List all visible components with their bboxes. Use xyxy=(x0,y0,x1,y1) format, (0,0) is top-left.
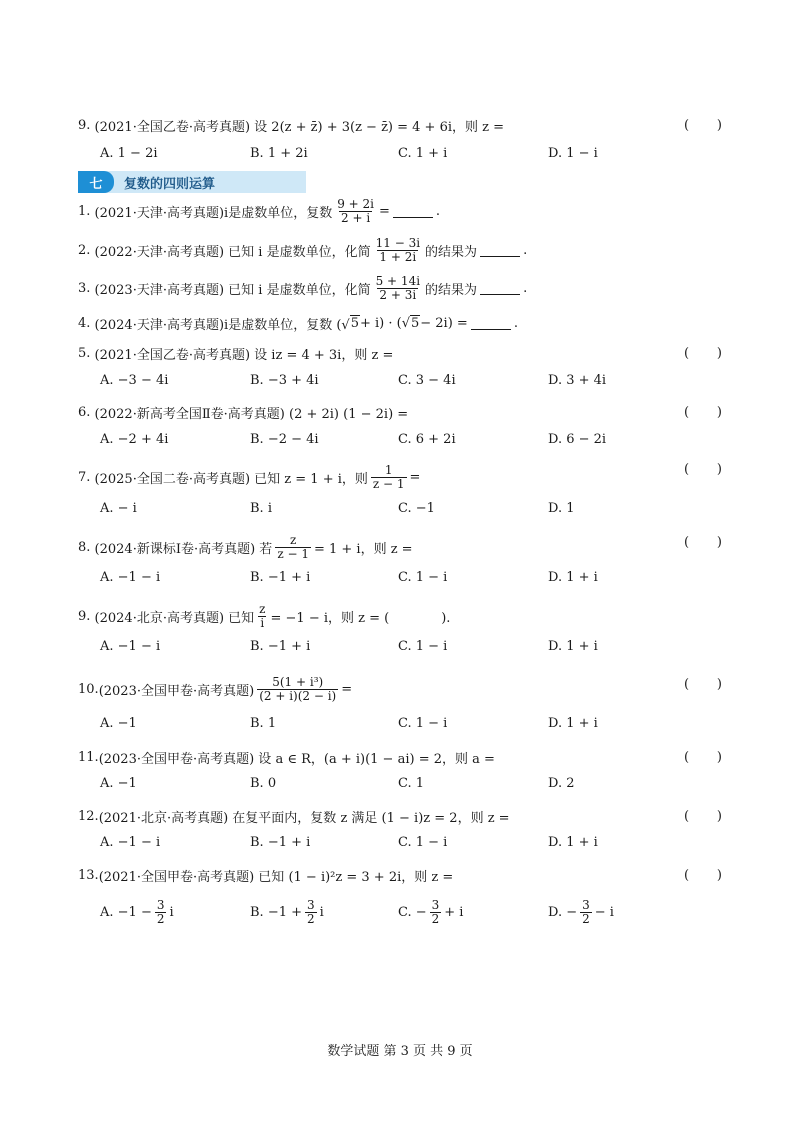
option-c[interactable]: C. −1 xyxy=(398,500,435,516)
option-c[interactable]: C. 1 − i xyxy=(398,638,448,654)
option-c[interactable]: C. − $\frac{3}{2}$ + i xyxy=(398,897,464,926)
section-badge: 七 xyxy=(78,171,114,193)
options-q12 xyxy=(100,832,722,852)
option-c[interactable]: C. 1 xyxy=(398,775,425,791)
answer-bracket[interactable]: ( ) xyxy=(684,117,722,133)
page-footer: 数学试题 第 3 页 共 9 页 xyxy=(327,1044,473,1059)
answer-blank[interactable] xyxy=(480,244,520,257)
options-q10 xyxy=(100,713,722,733)
section-header xyxy=(78,171,306,193)
option-b[interactable]: B. −1 + i xyxy=(250,638,311,654)
question-13: 13. (2021·全国甲卷·高考真题) 已知 (1 − i)²z = 3 + 2i，则 z = ( ) xyxy=(78,864,722,886)
option-c[interactable]: C. 6 + 2i xyxy=(398,431,456,447)
option-a[interactable]: A. −1 xyxy=(100,715,137,731)
answer-bracket[interactable]: ( ) xyxy=(684,749,722,765)
question-10: 10. (2023·全国甲卷·高考真题) $\frac{\text{5(1 + i³)}}{(2 + i)(2 - i)}$ = ( ) xyxy=(78,674,722,703)
option-a[interactable]: A. −1 − $\frac{3}{2}$ i xyxy=(100,897,174,926)
option-d[interactable]: D. 1 − i xyxy=(548,145,598,161)
fraction: $\frac{1}{z - 1}$ xyxy=(372,462,405,491)
option-a[interactable]: A. −1 − i xyxy=(100,834,161,850)
options-q5 xyxy=(100,370,722,390)
option-c[interactable]: C. 1 − i xyxy=(398,569,448,585)
option-b[interactable]: B. −1 + i xyxy=(250,834,311,850)
option-b[interactable]: B. −1 + $\frac{3}{2}$ i xyxy=(250,897,324,926)
answer-bracket[interactable]: ( ) xyxy=(684,345,722,361)
option-d[interactable]: D. 6 − 2i xyxy=(548,431,607,447)
option-c[interactable]: C. 1 − i xyxy=(398,715,448,731)
question-8: 8. (2024·新课标Ⅰ卷·高考真题) 若 $\frac{z}{z - 1}$ = 1 + i，则 z = ( ) xyxy=(78,532,722,561)
options-q11 xyxy=(100,773,722,793)
options-q7 xyxy=(100,498,722,518)
option-a[interactable]: A. −2 + 4i xyxy=(100,431,169,447)
option-b[interactable]: B. 0 xyxy=(250,775,277,791)
question-5: 5. (2021·全国乙卷·高考真题) 设 iz = 4 + 3i，则 z = ( ) xyxy=(78,342,722,364)
option-c[interactable]: C. 1 + i xyxy=(398,145,448,161)
option-d[interactable]: D. 2 xyxy=(548,775,575,791)
options-q13 xyxy=(100,897,722,927)
answer-bracket[interactable]: ( ) xyxy=(684,808,722,824)
option-b[interactable]: B. −2 − 4i xyxy=(250,431,319,447)
fraction: $\frac{5 + 14i}{2 + 3i}$ xyxy=(375,273,421,302)
option-b[interactable]: B. 1 xyxy=(250,715,277,731)
option-a[interactable]: A. 1 − 2i xyxy=(100,145,158,161)
option-c[interactable]: C. 1 − i xyxy=(398,834,448,850)
question-2: 2. (2022·天津·高考真题) 已知 i 是虚数单位，化简 $\frac{11 - 3i}{1 + 2i}$ 的结果为 . xyxy=(78,235,528,264)
question-12: 12. (2021·北京·高考真题) 在复平面内，复数 z 满足 (1 − i)z = 2，则 z = ( ) xyxy=(78,805,722,827)
question-9: 9. (2024·北京·高考真题) 已知 $\frac{z}{i}$ = −1 − i，则 z = ( ). xyxy=(78,601,451,630)
answer-bracket[interactable]: ( ) xyxy=(684,404,722,420)
option-d[interactable]: D. 1 + i xyxy=(548,638,598,654)
question-7: 7. (2025·全国二卷·高考真题) 已知 z = 1 + i，则 $\frac{1}{z - 1}$ = ( ) xyxy=(78,462,722,492)
question-3: 3. (2023·天津·高考真题) 已知 i 是虚数单位，化简 $\frac{5 + 14i}{2 + 3i}$ 的结果为 . xyxy=(78,273,528,302)
option-b[interactable]: B. −3 + 4i xyxy=(250,372,319,388)
option-d[interactable]: D. 1 + i xyxy=(548,569,598,585)
answer-bracket[interactable]: ( ) xyxy=(684,676,722,692)
option-a[interactable]: A. −1 − i xyxy=(100,569,161,585)
fraction: $\frac{9 + 2i}{2 + i}$ xyxy=(337,196,374,225)
question-9-prev: 9. (2021·全国乙卷·高考真题) 设 2(z + z̄) + 3(z − z̄) = 4 + 6i，则 z = ( ) xyxy=(78,114,722,136)
fraction: $\frac{z}{i}$ xyxy=(259,601,266,630)
options-q6 xyxy=(100,429,722,449)
answer-bracket[interactable]: ( ) xyxy=(684,534,722,550)
question-4: 4. (2024·天津·高考真题)i是虚数单位，复数 (√ 5 + i) · (√ 5 − 2i) = . xyxy=(78,315,518,333)
option-b[interactable]: B. i xyxy=(250,500,272,516)
option-a[interactable]: A. − i xyxy=(100,500,137,516)
option-d[interactable]: D. 1 + i xyxy=(548,834,598,850)
option-d[interactable]: D. 1 xyxy=(548,500,575,516)
answer-bracket[interactable]: ( ) xyxy=(684,461,722,477)
options-q8 xyxy=(100,567,722,587)
answer-blank[interactable] xyxy=(471,317,511,330)
answer-blank[interactable] xyxy=(393,205,433,218)
question-1: 1. (2021·天津·高考真题)i是虚数单位，复数 $\frac{9 + 2i}{2 + i}$ = . xyxy=(78,196,441,225)
question-6: 6. (2022·新高考全国Ⅱ卷·高考真题) (2 + 2i) (1 − 2i) = ( ) xyxy=(78,401,722,423)
question-11: 11. (2023·全国甲卷·高考真题) 设 a ∈ R，(a + i)(1 − ai) = 2，则 a = ( ) xyxy=(78,746,722,768)
answer-bracket[interactable]: ( ) xyxy=(684,867,722,883)
option-a[interactable]: A. −1 − i xyxy=(100,638,161,654)
option-a[interactable]: A. −1 xyxy=(100,775,137,791)
options-q9 xyxy=(100,636,722,656)
options-q9-prev xyxy=(100,143,722,163)
option-c[interactable]: C. 3 − 4i xyxy=(398,372,456,388)
fraction: $\frac{z}{z - 1}$ xyxy=(277,532,309,561)
section-title: 复数的四则运算 xyxy=(124,176,216,192)
answer-blank[interactable] xyxy=(480,282,520,295)
option-d[interactable]: D. − $\frac{3}{2}$ − i xyxy=(548,897,614,926)
fraction: $\frac{11 - 3i}{1 + 2i}$ xyxy=(375,235,421,264)
option-d[interactable]: D. 1 + i xyxy=(548,715,598,731)
option-a[interactable]: A. −3 − 4i xyxy=(100,372,169,388)
option-b[interactable]: B. −1 + i xyxy=(250,569,311,585)
option-d[interactable]: D. 3 + 4i xyxy=(548,372,607,388)
fraction: $\frac{\text{5(1 + i³)}}{(2 + i)(2 - i)}$ xyxy=(259,674,337,703)
option-b[interactable]: B. 1 + 2i xyxy=(250,145,308,161)
